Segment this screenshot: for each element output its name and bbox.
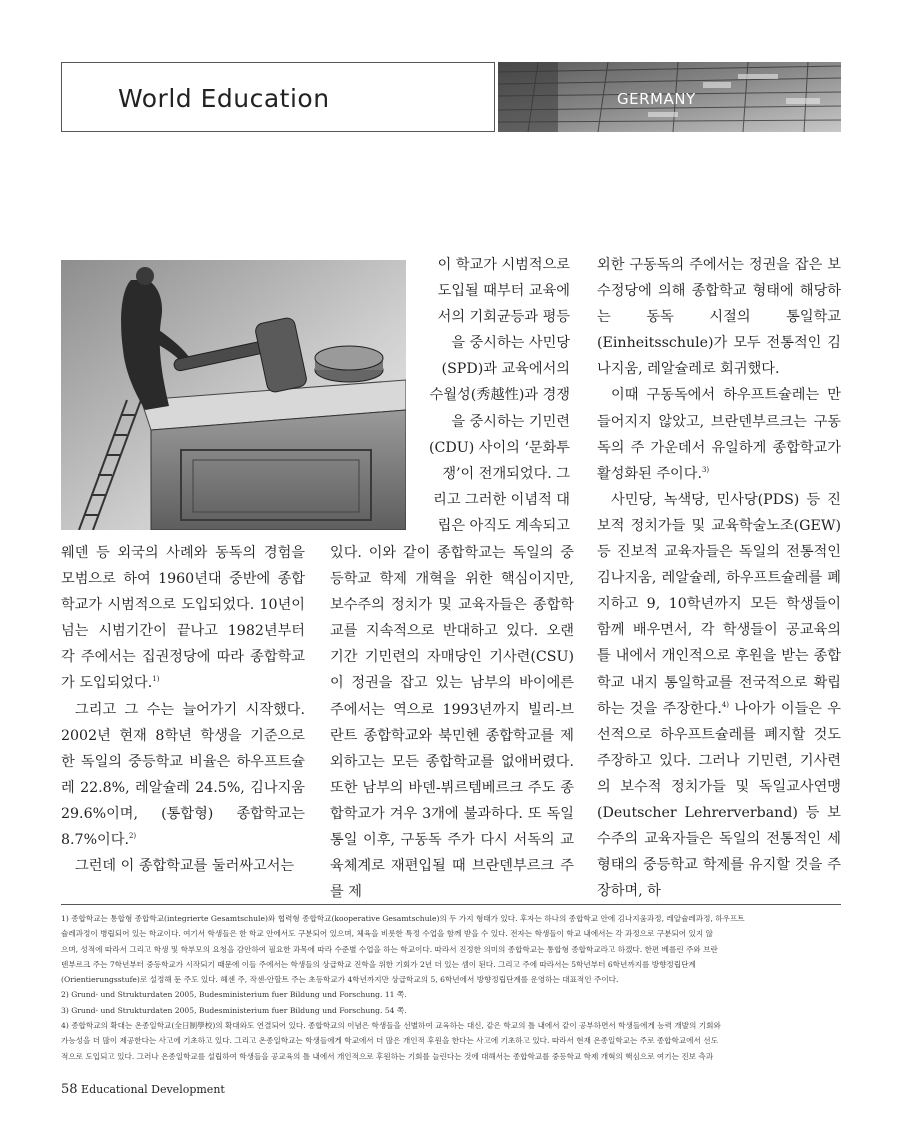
paragraph: 이때 구동독에서 하우프트슐레는 만들어지지 않았고, 브란덴부르크는 구동독의 주 가운데서 유일하게 종합학교가 활성화된 주이다.$^{3)}$ — [597, 387, 841, 482]
footnote-line: 덴부르크 주는 7학년부터 중등학교가 시작되기 때문에 이들 주에서는 학생들의 상급학교 진학을 위한 기회가 2년 더 있는 셈이 된다. 그리고 주에 따라서는 5학년부터 6학년까지를 방향정립단계 — [61, 959, 696, 969]
section-title: World Education — [118, 84, 330, 113]
footnote-ref: 1) — [152, 675, 160, 684]
paragraph: 사민당, 녹색당, 민사당(PDS) 등 진보적 정치가들 및 교육학술노조(GEW) 등 진보적 교육자들은 독일의 전통적인 김나지움, 레알슐레, 하우프트슐레를 폐지하고 9, 10학년까지 모든 학생들이 함께 배우면서, 각 학생들이 공교육의 틀 내에서 개인적으로 후원을 받는 종합학교 내지 통일학교를 전국적으로 확립하는 것을 주장한다.$^{4)}$ 나아가 이들은 우선적으로 하우프트슐레를 폐지할 것도 주장하고 있다. 그러나 기민련, 기사련의 보수적 정치가들 및 독일교사연맹(Deutscher Lehrerverband) 등 보수주의 교육자들은 독일의 전통적인 세 형태의 중등학교 학제를 유지할 것을 주장하며, 하 — [597, 491, 842, 900]
magazine-name: Educational Development — [81, 1083, 225, 1096]
text-line: 쟁’이 전개되었다. 그 — [442, 465, 570, 482]
footnote-line: 1) 종합학교는 통합형 종합학교(integrierte Gesamtschule)와 협력형 종합학교(kooperative Gesamtschule)의 두 가지 형태가 있다. 후자는 하나의 종합학교 안에 김나지움과정, 레알슐레과정, 하우프트 — [61, 914, 745, 923]
column-1 — [61, 540, 305, 879]
paragraph: 그런데 이 종합학교를 둘러싸고서는 — [75, 858, 295, 875]
paragraph: 웨덴 등 외국의 사례와 동독의 경험을 모범으로 하여 1960년대 중반에 종합학교가 시범적으로 도입되었다. 10년이 넘는 시범기간이 끝나고 1982년부터 각 주에서는 집권정당에 따라 종합학교가 도입되었다.$^{1)}$ — [61, 545, 305, 692]
text-line: 리고 그러한 이념적 대 — [433, 491, 570, 508]
paragraph: 그리고 그 수는 늘어가기 시작했다. 2002년 현재 8학년 학생을 기준으로 한 독일의 중등학교 비율은 하우프트슐레 22.8%, 레알슐레 24.5%, 김나지움 29.6%이며, (통합형) 종합학교는 8.7%이다.$^{2)}$ — [61, 701, 305, 849]
column-2-top — [410, 252, 570, 539]
judge-gavel-illustration — [61, 260, 406, 530]
text-line: 을 중시하는 기민련 — [451, 413, 570, 430]
footnote-line: 으며, 성적에 따라서 그리고 학생 및 학부모의 요청을 감안하여 필요한 과목에 따라 수준별 수업을 하는 학교이다. 따라서 진정한 의미의 종합학교는 통합형 종합학교라고 하겠다. 한편 베를린 주와 브란 — [61, 944, 718, 954]
text-line: (SPD)과 교육에서의 — [441, 361, 570, 378]
text-line: 립은 아직도 계속되고 — [437, 517, 570, 534]
footnote-line: 슐레과정이 병립되어 있는 학교이다. 여기서 학생들은 한 학교 안에서도 구분되어 있으며, 체육을 비롯한 특정 수업을 함께 받을 수 있다. 전자는 학생들이 학교 내에서는 각 과정으로 구분되어 있지 않 — [61, 929, 713, 939]
footnote-line: (Orientierungsstufe)로 설정해 둔 주도 있다. 헤센 주, 작센-안할트 주는 초등학교가 4학년까지만 상급학교의 5, 6학년에서 방향정립단계를 운영하는 대표적인 주이다. — [61, 975, 619, 985]
text-line: 서의 기회균등과 평등 — [437, 309, 570, 326]
footnotes — [61, 911, 841, 1064]
column-2-bottom — [330, 540, 574, 905]
text-line: 수월성(秀越性)과 경쟁 — [429, 387, 570, 404]
text-line: 도입될 때부터 교육에 — [437, 283, 570, 300]
footnote-ref: 2) — [128, 832, 137, 841]
text-line: (CDU) 사이의 ‘문화투 — [428, 439, 570, 456]
footnote-ref: 3) — [701, 465, 710, 474]
text-line: 을 중시하는 사민당 — [451, 335, 570, 352]
paragraph: 있다. 이와 같이 종합학교는 독일의 중등학교 학제 개혁을 위한 핵심이지만, 보수주의 정치가 및 교육자들은 종합학교를 지속적으로 반대하고 있다. 오랜 기간 기민련의 자매당인 기사련(CSU)이 정권을 잡고 있는 남부의 바이에른 주에서는 역으로 1993년까지 빌리-브란트 종합학교와 북민헨 종합학교를 제외하고는 모든 종합학교를 없애버렸다. 또한 남부의 바덴-뷔르템베르크 주도 종합학교가 겨우 3개에 불과하다. 또 독일 통일 이후, 구동독 주가 다시 서독의 교육체계로 재편입될 때 브란덴부르크 주를 제 — [330, 545, 574, 901]
page-footer — [61, 1082, 225, 1097]
page-number: 58 — [61, 1082, 78, 1097]
footnote-ref: 4) — [721, 700, 730, 709]
footnote-line: 가능성을 더 많이 제공한다는 사고에 기초하고 있다. 그리고 온종일학교는 학생들에게 학교에서 더 많은 개인적 후원을 한다는 사고에 기초하고 있다. 따라서 현재 온종일학교는 주로 종합학교에서 선도 — [61, 1036, 718, 1046]
footnote-line: 2) Grund- und Strukturdaten 2005, Budesministerium fuer Bildung und Forschung. 11 쪽. — [61, 990, 407, 1000]
paragraph: 외한 구동독의 주에서는 정권을 잡은 보수정당에 의해 종합학교 형태에 해당하는 동독 시절의 통일학교(Einheitsschule)가 모두 전통적인 김나지움, 레알슐레로 회귀했다. — [597, 257, 841, 378]
footnote-line: 적으로 도입되고 있다. 그러나 온종일학교를 설립하여 학생들을 공교육의 틀 내에서 개인적으로 후원하는 기회를 늘린다는 것에 대해서는 종합학교를 중등학교 학제 개혁의 핵심으로 여기는 진보 측과 — [61, 1051, 714, 1061]
column-3 — [597, 252, 841, 904]
text-line: 이 학교가 시범적으로 — [437, 257, 570, 273]
footnote-line: 3) Grund- und Strukturdaten 2005, Budesministerium fuer Bildung und Forschung. 54 쪽. — [61, 1005, 407, 1015]
footnote-line: 4) 종합학교의 확대는 온종일학교(全日制學校)의 확대와도 연결되어 있다. 종합학교의 이념은 학생들을 선별하여 교육하는 대신, 같은 학교의 틀 내에서 같이 공부하면서 학생들에게 능력 개발의 기회와 — [61, 1021, 721, 1031]
country-label: GERMANY — [617, 90, 696, 108]
footnote-divider — [61, 904, 841, 905]
